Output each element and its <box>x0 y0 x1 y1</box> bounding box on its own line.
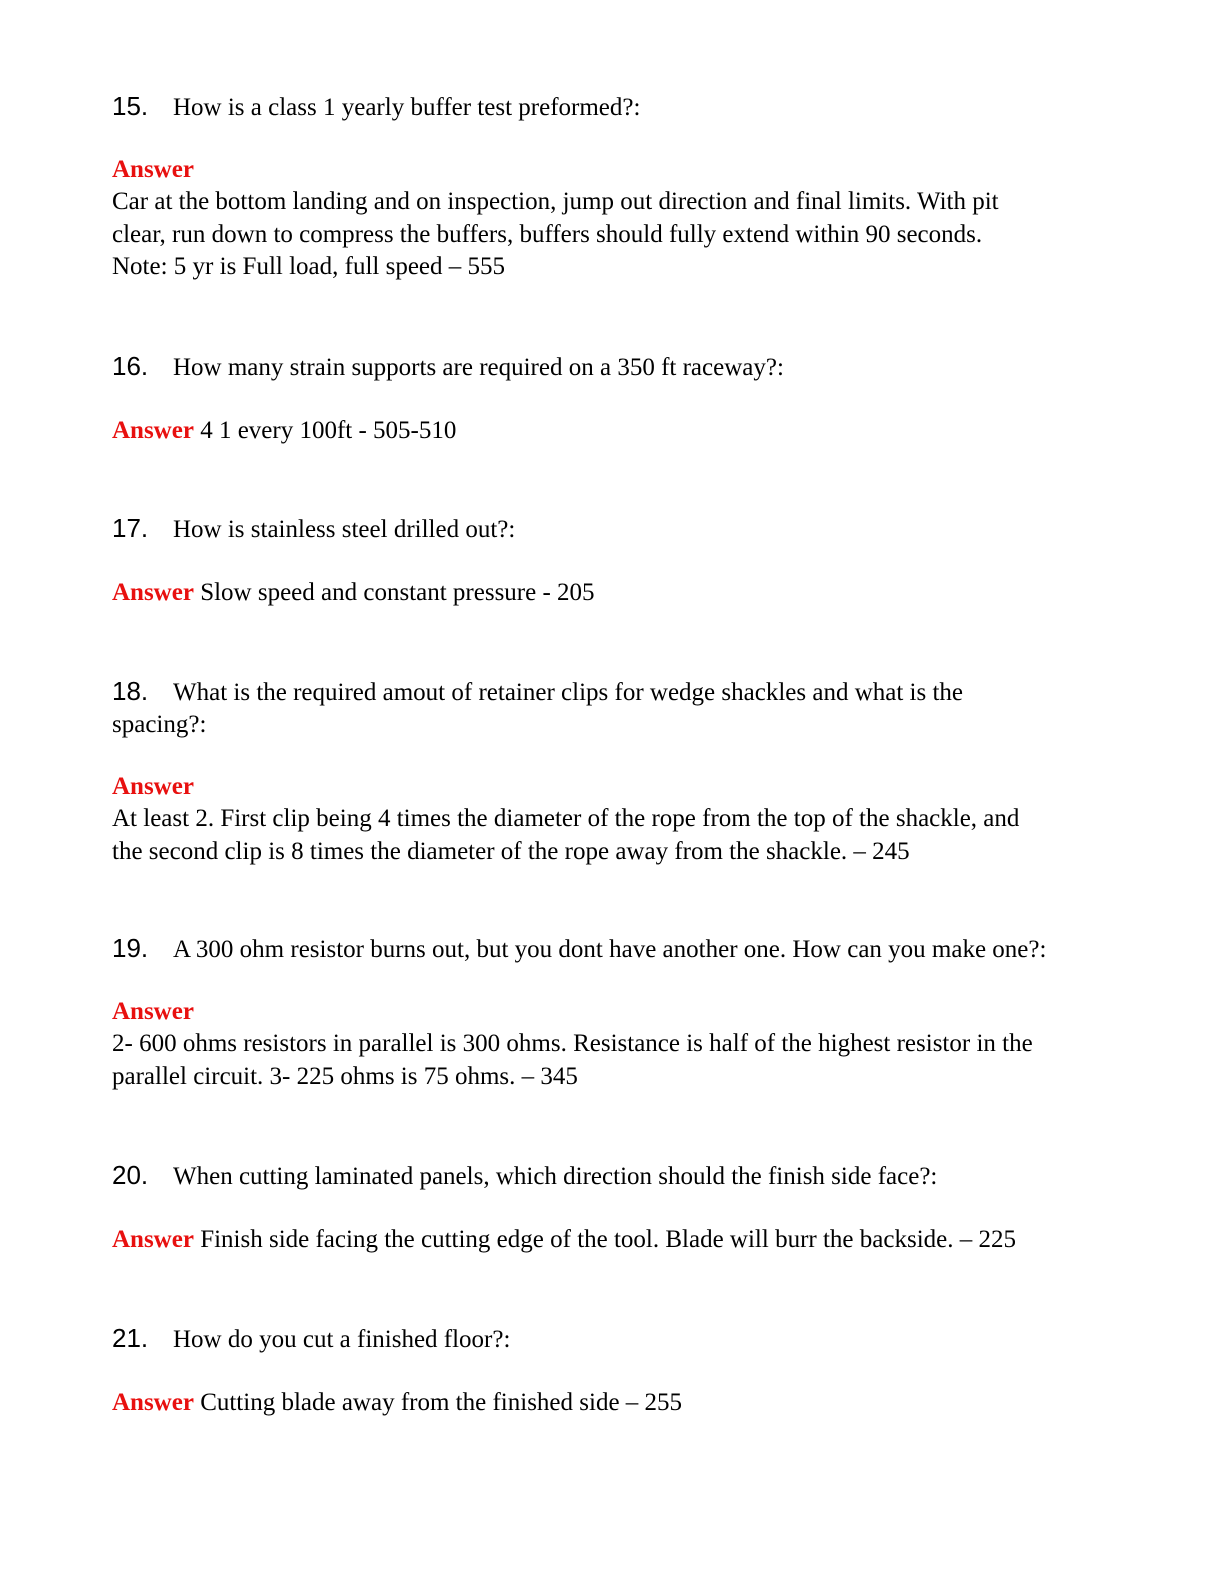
question-number: 20. <box>112 1160 149 1190</box>
question-15 <box>112 90 1122 284</box>
answer-label: Answer <box>112 773 194 800</box>
answer-heading <box>112 154 1122 186</box>
question-18 <box>112 675 1122 868</box>
answer-line: Car at the bottom landing and on inspection, jump out direction and final limits. With pit <box>112 188 999 215</box>
answer-line: parallel circuit. 3- 225 ohms is 75 ohms. – 345 <box>112 1062 578 1090</box>
answer-heading <box>112 415 1122 447</box>
question-text: How is stainless steel drilled out?: <box>173 516 516 543</box>
question-heading <box>112 90 1122 124</box>
question-21 <box>112 1322 1122 1419</box>
answer-line: 2- 600 ohms resistors in parallel is 300 ohms. Resistance is half of the highest resistor in the <box>112 1030 1033 1057</box>
question-text: A 300 ohm resistor burns out, but you dont have another one. How can you make one?: <box>173 936 1047 963</box>
answer-line: the second clip is 8 times the diameter of the rope away from the shackle. – 245 <box>112 837 910 865</box>
question-number: 19. <box>112 933 149 963</box>
question-19 <box>112 932 1122 1093</box>
question-heading <box>112 932 1122 966</box>
question-text-continued: spacing?: <box>112 711 207 738</box>
answer-text: 4 1 every 100ft - 505-510 <box>193 417 457 444</box>
answer-line: At least 2. First clip being 4 times the diameter of the rope from the top of the shackle, and <box>112 805 1020 832</box>
answer-heading <box>112 1224 1122 1256</box>
question-number: 17. <box>112 513 149 543</box>
question-number: 21. <box>112 1323 149 1353</box>
question-text: How is a class 1 yearly buffer test preformed?: <box>173 94 641 121</box>
answer-text: Cutting blade away from the finished side – 255 <box>193 1389 683 1416</box>
answer-label: Answer <box>112 156 194 183</box>
answer-label: Answer <box>112 1389 194 1416</box>
answer-heading <box>112 1387 1122 1419</box>
answer-text: Slow speed and constant pressure - 205 <box>193 579 595 606</box>
answer-heading <box>112 996 1122 1028</box>
question-heading <box>112 1159 1122 1193</box>
answer-line: clear, run down to compress the buffers, buffers should fully extend within 90 seconds. <box>112 220 983 248</box>
question-text: When cutting laminated panels, which direction should the finish side face?: <box>173 1163 938 1190</box>
answer-label: Answer <box>112 579 194 606</box>
answer-text: Finish side facing the cutting edge of the tool. Blade will burr the backside. – 225 <box>200 1226 1016 1253</box>
question-heading <box>112 512 1122 546</box>
question-text: How do you cut a finished floor?: <box>173 1326 511 1353</box>
answer-label: Answer <box>112 1226 194 1253</box>
question-16 <box>112 350 1122 447</box>
answer-heading <box>112 577 1122 609</box>
question-heading <box>112 350 1122 384</box>
question-17 <box>112 512 1122 609</box>
question-20 <box>112 1159 1122 1256</box>
question-number: 18. <box>112 676 149 706</box>
question-heading <box>112 675 1122 709</box>
answer-label: Answer <box>112 998 194 1025</box>
question-number: 16. <box>112 351 149 381</box>
question-text: What is the required amout of retainer clips for wedge shackles and what is the <box>173 679 964 706</box>
question-number: 15. <box>112 91 149 121</box>
answer-line: Note: 5 yr is Full load, full speed – 555 <box>112 253 506 280</box>
answer-heading <box>112 771 1122 803</box>
question-heading <box>112 1322 1122 1356</box>
question-text: How many strain supports are required on a 350 ft raceway?: <box>173 354 784 381</box>
answer-label: Answer <box>112 417 194 444</box>
